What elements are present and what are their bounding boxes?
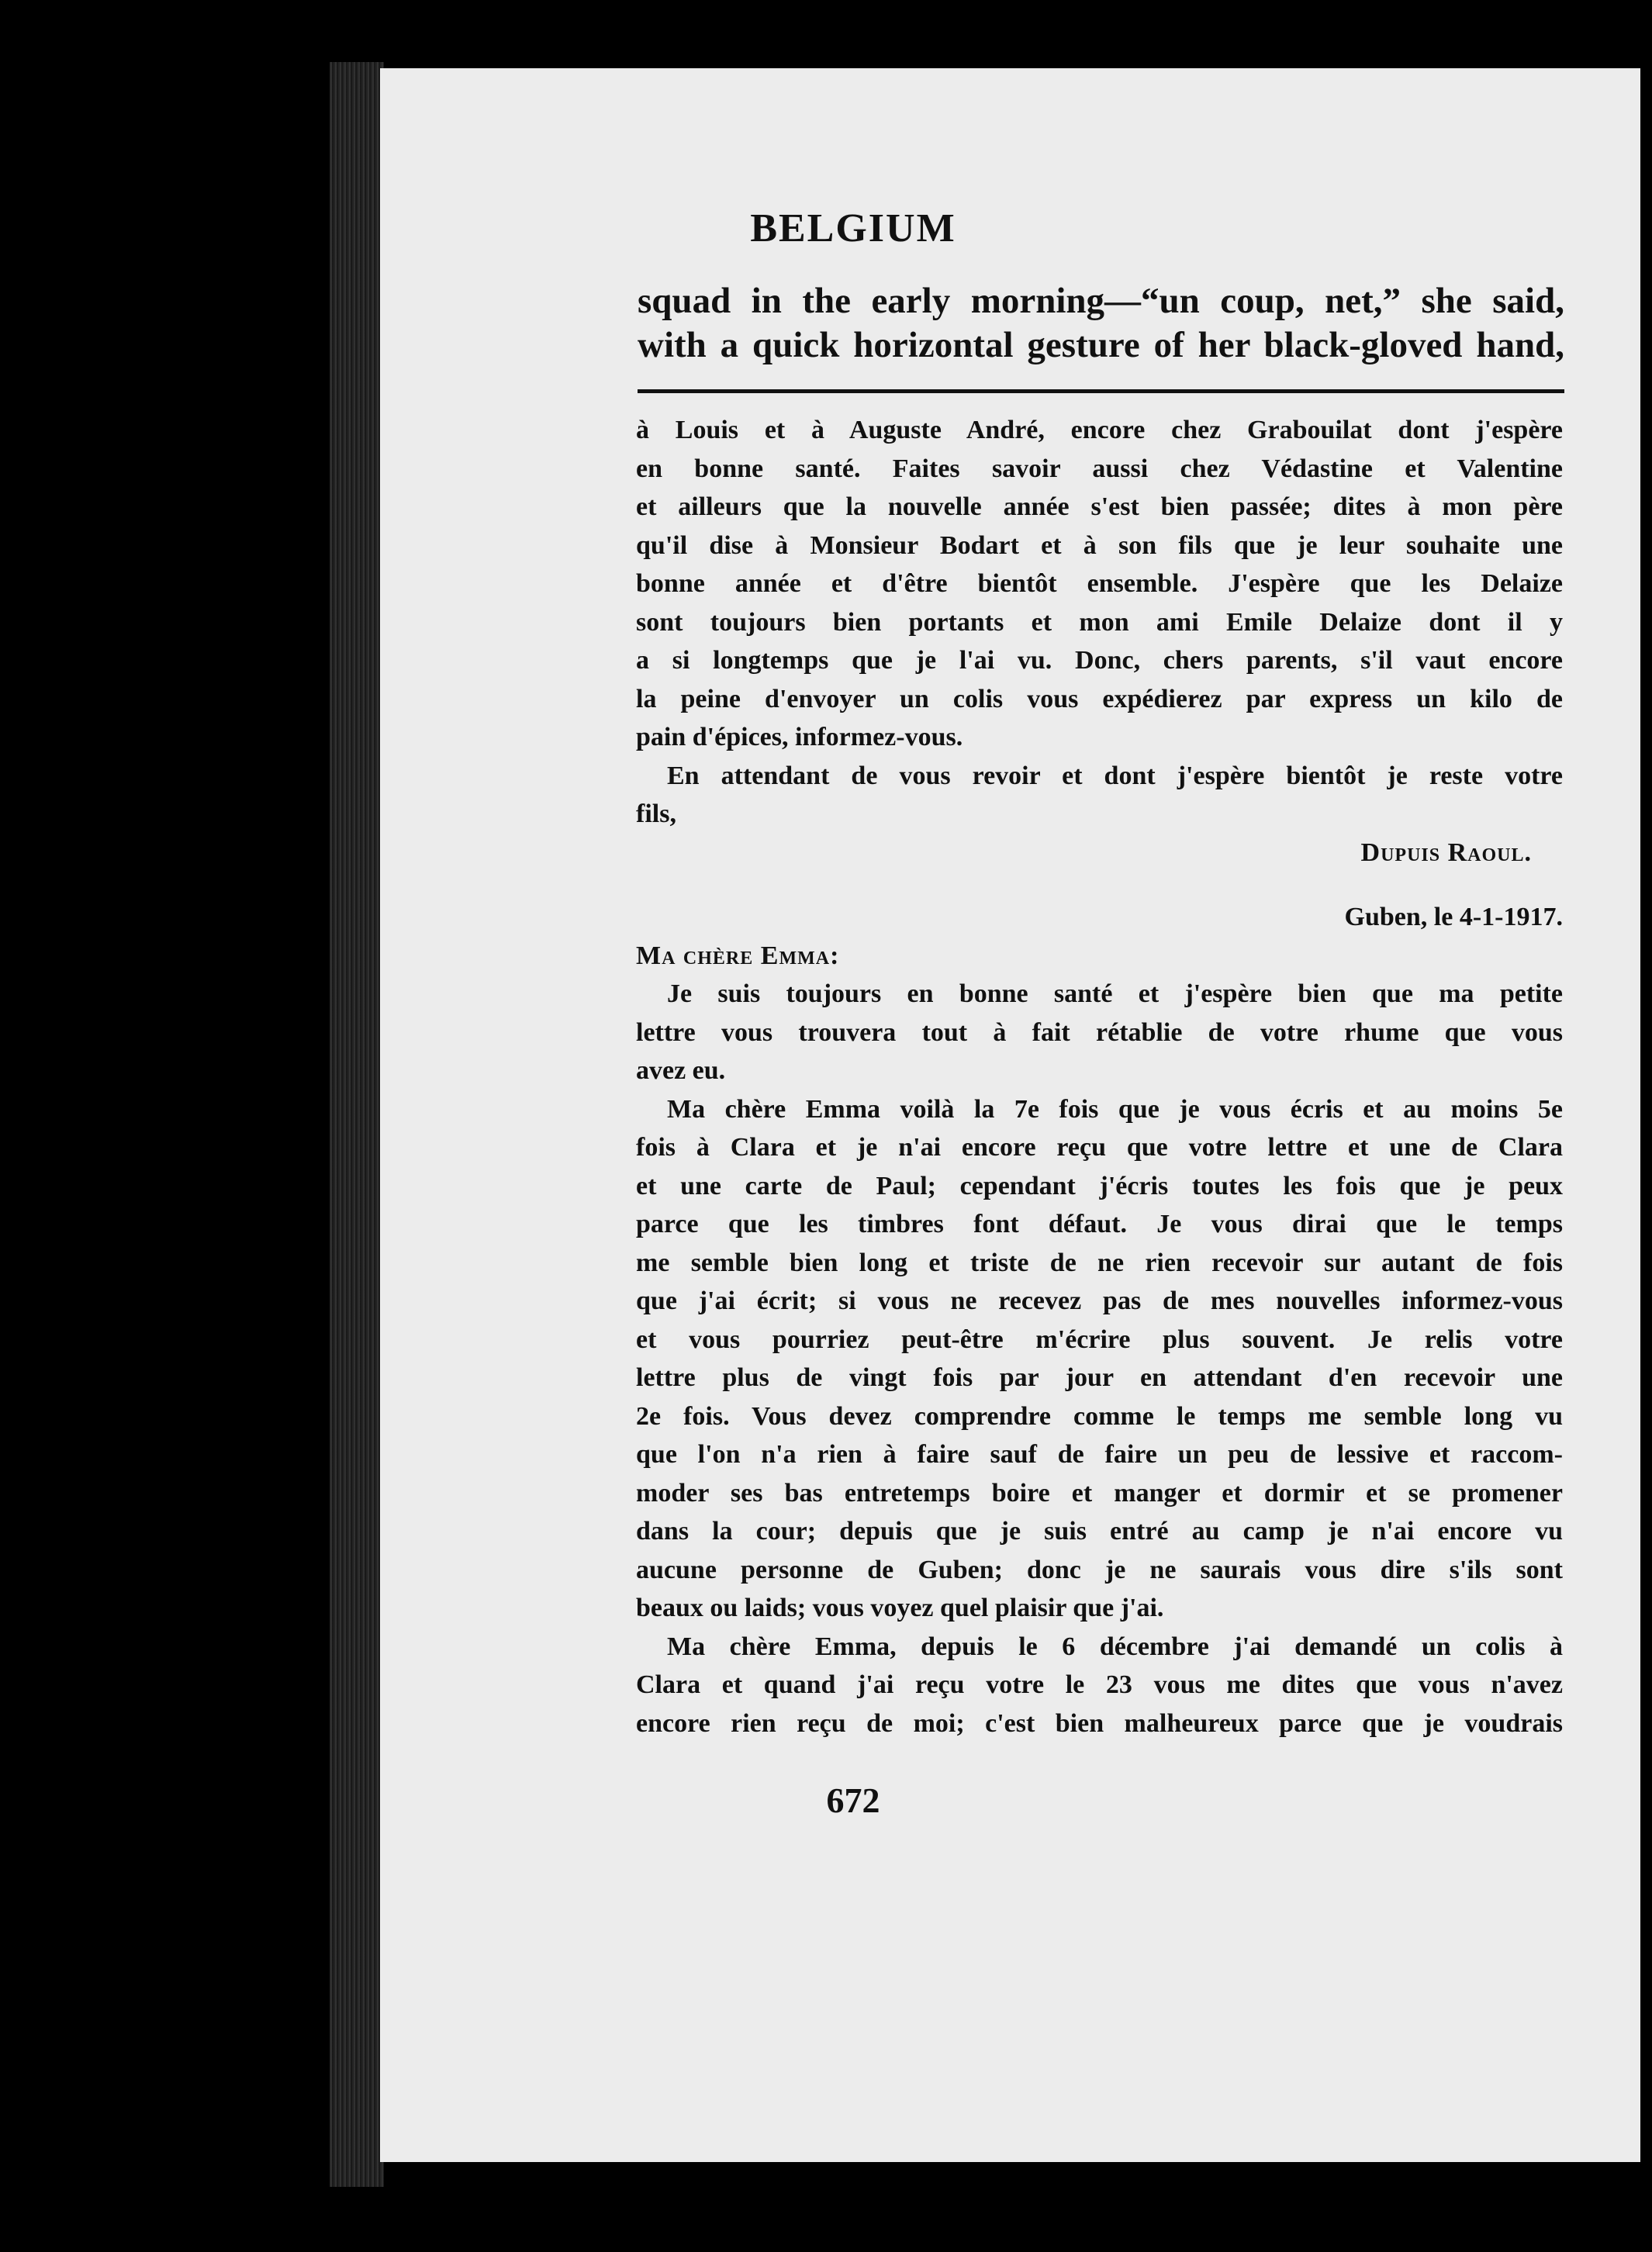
para2-line: que l'on n'a rien à faire sauf de faire un peu de lessive et raccom- (636, 1440, 1563, 1469)
letter1-line: bonne année et d'être bientôt ensemble. J'espère que les Delaize (636, 569, 1563, 598)
para3-line: Ma chère Emma, depuis le 6 décembre j'ai demandé un colis à (667, 1632, 1563, 1661)
letter1-line: la peine d'envoyer un colis vous expédierez par express un kilo de (636, 684, 1563, 713)
signature: Dupuis Raoul. (1360, 838, 1532, 867)
letter1-line: sont toujours bien portants et mon ami Emile Delaize dont il y (636, 607, 1563, 637)
para2-line: me semble bien long et triste de ne rien recevoir sur autant de fois (636, 1248, 1563, 1277)
para2-line: aucune personne de Guben; donc je ne saurais vous dire s'ils sont (636, 1555, 1563, 1584)
para2-line: beaux ou laids; vous voyez quel plaisir que j'ai. (636, 1594, 1164, 1622)
closing-line: fils, (636, 800, 676, 828)
para3-line: Clara et quand j'ai reçu votre le 23 vous me dites que vous n'avez (636, 1670, 1563, 1699)
para2-line: lettre plus de vingt fois par jour en attendant d'en recevoir une (636, 1363, 1563, 1392)
top-line: with a quick horizontal gesture of her black-gloved hand, (638, 325, 1564, 365)
para2-line: Ma chère Emma voilà la 7e fois que je vous écris et au moins 5e (667, 1094, 1563, 1124)
para1-line: Je suis toujours en bonne santé et j'espère bien que ma petite (667, 979, 1563, 1008)
salutation: Ma chère Emma: (636, 941, 840, 970)
letter1-line: pain d'épices, informez-vous. (636, 723, 963, 751)
para2-line: et vous pourriez peut-être m'écrire plus souvent. Je relis votre (636, 1325, 1563, 1354)
letters-body (636, 411, 1563, 1743)
para2-line: fois à Clara et je n'ai encore reçu que votre lettre et une de Clara (636, 1133, 1563, 1162)
top-paragraph (638, 279, 1564, 368)
para2-line: dans la cour; depuis que je suis entré au camp je n'ai encore vu (636, 1517, 1563, 1546)
para2-line: parce que les timbres font défaut. Je vous dirai que le temps (636, 1210, 1563, 1238)
running-head: BELGIUM (750, 206, 956, 250)
dateline: Guben, le 4-1-1917. (1344, 903, 1563, 931)
para2-line: moder ses bas entretemps boire et manger et dormir et se promener (636, 1478, 1563, 1508)
closing-line: En attendant de vous revoir et dont j'espère bientôt je reste votre (667, 761, 1563, 790)
letter1-line: et ailleurs que la nouvelle année s'est bien passée; dites à mon père (636, 492, 1563, 521)
para2-line: et une carte de Paul; cependant j'écris toutes les fois que je peux (636, 1171, 1563, 1200)
section-rule (638, 389, 1564, 393)
para2-line: que j'ai écrit; si vous ne recevez pas de mes nouvelles informez-vous (636, 1287, 1563, 1315)
para2-line: 2e fois. Vous devez comprendre comme le temps me semble long vu (636, 1401, 1563, 1431)
book-page-edge (330, 62, 384, 2187)
letter1-line: qu'il dise à Monsieur Bodart et à son fils que je leur souhaite une (636, 530, 1563, 560)
top-line: squad in the early morning—“un coup, net,” she said, (638, 281, 1564, 321)
letter1-line: à Louis et à Auguste André, encore chez Grabouilat dont j'espère (636, 416, 1563, 444)
letter1-line: en bonne santé. Faites savoir aussi chez Védastine et Valentine (636, 454, 1563, 483)
letter1-line: a si longtemps que je l'ai vu. Donc, chers parents, s'il vaut encore (636, 646, 1563, 675)
page-number: 672 (826, 1781, 880, 1820)
spacer (636, 872, 1563, 898)
para1-line: avez eu. (636, 1056, 726, 1085)
para1-line: lettre vous trouvera tout à fait rétablie de votre rhume que vous (636, 1017, 1563, 1047)
para3-line: encore rien reçu de moi; c'est bien malheureux parce que je voudrais (636, 1708, 1563, 1738)
